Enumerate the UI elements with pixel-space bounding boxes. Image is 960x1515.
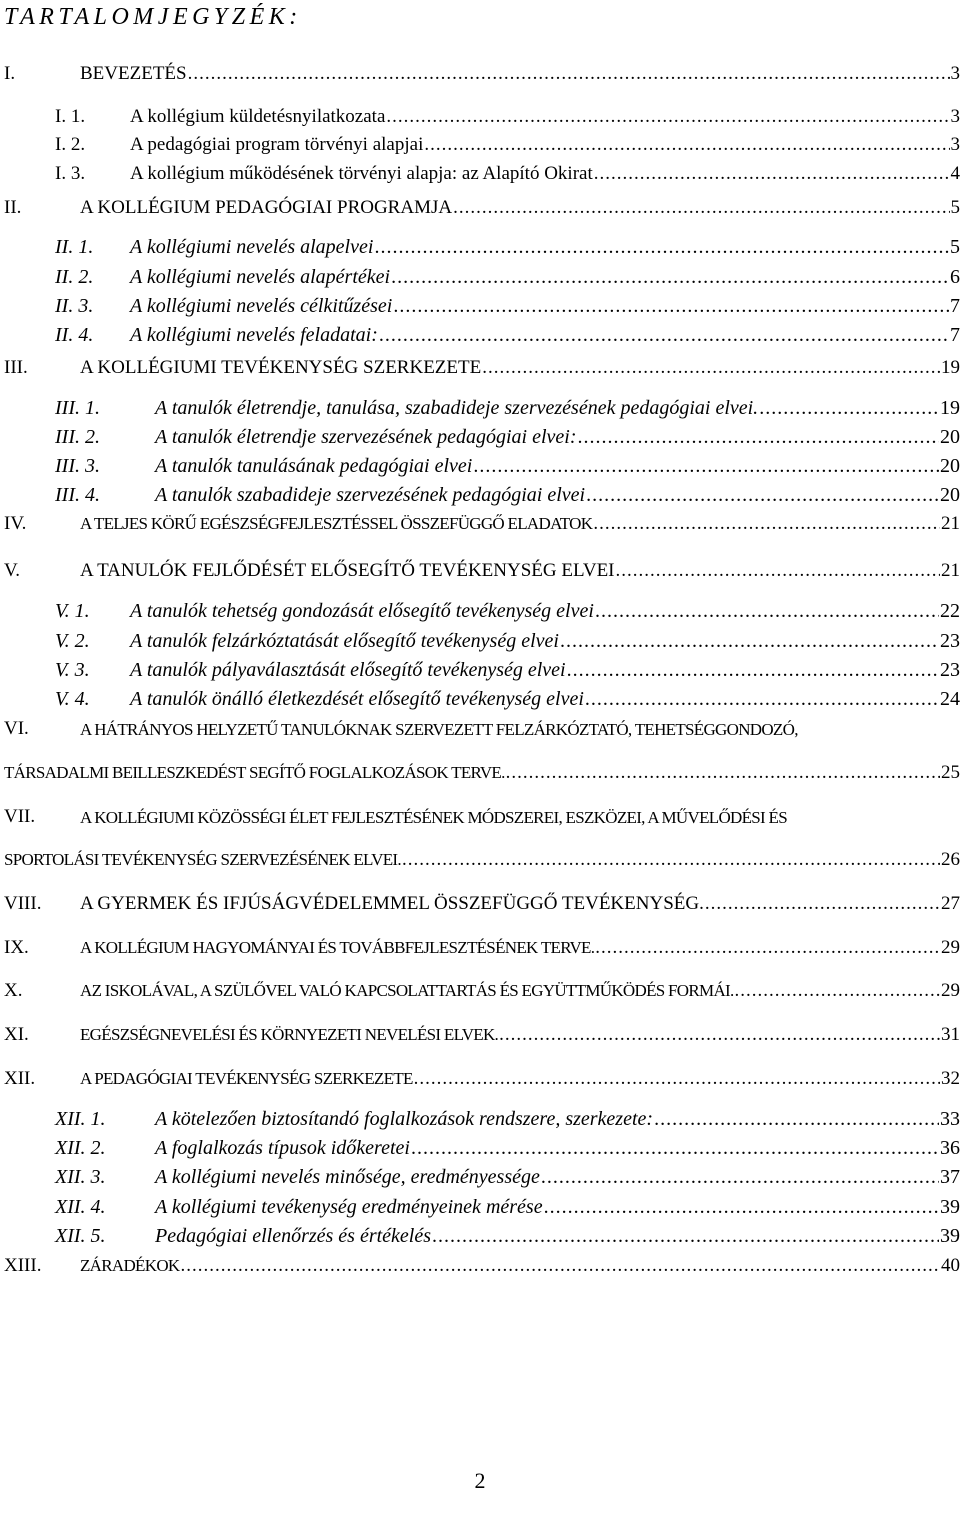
- toc-page-number: 3: [950, 63, 960, 84]
- dot-leader: [593, 513, 940, 535]
- toc-entry-title: A PEDAGÓGIAI TEVÉKENYSÉG SZERKEZETE: [80, 1069, 413, 1088]
- toc-entry-body: [80, 980, 960, 1002]
- toc-entry-title: A KOLLÉGIUMI TEVÉKENYSÉG SZERKEZETE: [80, 357, 482, 378]
- toc-entry-body: [80, 357, 960, 379]
- dot-leader: [654, 1108, 939, 1131]
- toc-entry-title: A tanulók tehetség gondozását elősegítő tevékenység elvei: [130, 600, 594, 622]
- dot-leader: [595, 600, 939, 623]
- toc-entry-body: [80, 197, 960, 219]
- dot-leader: [506, 762, 940, 784]
- dot-leader: [482, 357, 940, 379]
- toc-entry-body: [130, 134, 960, 156]
- toc-entry-number: II.: [4, 197, 22, 218]
- dot-leader: [567, 659, 939, 682]
- toc-entry-body: [130, 106, 960, 128]
- toc-entry-title: A tanulók pályaválasztását elősegítő tevékenység elvei: [130, 659, 566, 681]
- toc-entry-iii-4[interactable]: [0, 484, 960, 510]
- toc-entry-xii-5[interactable]: [0, 1225, 960, 1251]
- toc-entry-vii[interactable]: [0, 806, 960, 832]
- toc-page-number: 20: [940, 484, 960, 506]
- dot-leader: [578, 426, 939, 449]
- toc-entry-title: A tanulók életrendje, tanulása, szabadideje szervezésének pedagógiai elvei.: [155, 397, 759, 419]
- toc-entry-i-2[interactable]: [0, 134, 960, 160]
- toc-entry-body: [155, 1225, 960, 1248]
- toc-entry-body: [130, 630, 960, 653]
- toc-entry-body: [80, 1068, 960, 1090]
- dot-leader: [391, 266, 949, 289]
- toc-entry-title-cont: TÁRSADALMI BEILLESZKEDÉST SEGÍTŐ FOGLALKOZÁSOK TERVE.: [4, 763, 505, 782]
- toc-entry-body: [155, 484, 960, 507]
- toc-entry-number: V. 4.: [55, 688, 90, 710]
- toc-entry-ii[interactable]: [0, 197, 960, 223]
- dot-leader: [616, 560, 941, 582]
- toc-entry-title: A KOLLÉGIUM HAGYOMÁNYAI ÉS TOVÁBBFEJLESZTÉSÉNEK TERVE.: [80, 938, 595, 957]
- toc-entry-number: V. 1.: [55, 600, 90, 622]
- dot-leader: [541, 1166, 939, 1189]
- toc-entry-title: A kollégium működésének törvényi alapja: az Alapító Okirat: [130, 163, 593, 184]
- dot-leader: [759, 397, 939, 420]
- toc-entry-xi[interactable]: [0, 1024, 960, 1050]
- toc-entry-body: [130, 295, 960, 318]
- toc-entry-body: [130, 688, 960, 711]
- toc-entry-i[interactable]: [0, 63, 960, 89]
- toc-entry-ii-1[interactable]: [0, 236, 960, 262]
- toc-entry-number: III. 1.: [55, 397, 100, 419]
- toc-entry-title: A kollégiumi nevelés feladatai:: [130, 324, 378, 346]
- toc-page-number: 3: [950, 106, 960, 127]
- dot-leader: [594, 163, 950, 185]
- toc-entry-iv[interactable]: [0, 513, 960, 539]
- toc-entry-v-1[interactable]: [0, 600, 960, 626]
- toc-entry-number: IV.: [4, 513, 27, 534]
- toc-page-number: 21: [941, 560, 960, 581]
- toc-entry-title: A tanulók tanulásának pedagógiai elvei: [155, 455, 473, 477]
- toc-entry-ii-3[interactable]: [0, 295, 960, 321]
- toc-page-number: 23: [940, 630, 960, 652]
- toc-entry-number: I. 3.: [55, 163, 86, 184]
- dot-leader: [188, 63, 950, 85]
- toc-entry-number: V. 2.: [55, 630, 90, 652]
- toc-page-number: 40: [941, 1255, 960, 1276]
- toc-entry-vi-continuation[interactable]: [0, 762, 960, 788]
- toc-entry-xii-4[interactable]: [0, 1196, 960, 1222]
- toc-entry-v-4[interactable]: [0, 688, 960, 714]
- dot-leader: [735, 980, 940, 1002]
- dot-leader: [453, 197, 949, 219]
- toc-entry-body: [155, 1166, 960, 1189]
- toc-page-number: 4: [950, 163, 960, 184]
- toc-entry-body: [130, 600, 960, 623]
- toc-page-number: 37: [940, 1166, 960, 1188]
- toc-entry-title: Pedagógiai ellenőrzés és értékelés: [155, 1225, 432, 1247]
- toc-entry-number: III. 4.: [55, 484, 100, 506]
- toc-entry-v[interactable]: [0, 560, 960, 586]
- toc-entry-number: I. 2.: [55, 134, 86, 155]
- toc-entry-vi[interactable]: [0, 718, 960, 744]
- toc-entry-number: V. 3.: [55, 659, 90, 681]
- toc-entry-body: [80, 937, 960, 959]
- toc-entry-body: [155, 1196, 960, 1219]
- toc-page-number: 19: [940, 397, 960, 419]
- dot-leader: [586, 484, 939, 507]
- toc-entry-ii-2[interactable]: [0, 266, 960, 292]
- toc-page-number: 22: [940, 600, 960, 622]
- toc-page-number: 3: [950, 134, 960, 155]
- toc-entry-title: A tanulók felzárkóztatását elősegítő tevékenység elvei: [130, 630, 559, 652]
- toc-entry-number: III. 3.: [55, 455, 100, 477]
- toc-entry-number: IX.: [4, 937, 29, 958]
- toc-entry-title: BEVEZETÉS: [80, 63, 187, 84]
- dot-leader: [432, 1225, 939, 1248]
- toc-entry-number: III. 2.: [55, 426, 100, 448]
- dot-leader: [473, 455, 939, 478]
- dot-leader: [386, 106, 949, 128]
- dot-leader: [393, 295, 949, 318]
- toc-page-number: 27: [941, 893, 960, 914]
- toc-entry-title-cont: SPORTOLÁSI TEVÉKENYSÉG SZERVEZÉSÉNEK ELVEI.: [4, 850, 401, 869]
- toc-entry-number: XII. 3.: [55, 1166, 106, 1188]
- toc-entry-title: A GYERMEK ÉS IFJÚSÁGVÉDELEMMEL ÖSSZEFÜGGŐ TEVÉKENYSÉG.: [80, 893, 704, 914]
- toc-page-number: 5: [950, 197, 960, 218]
- toc-page-number: 29: [941, 980, 960, 1001]
- toc-entry-body: [4, 762, 960, 784]
- toc-entry-body: [80, 513, 960, 535]
- dot-leader: [379, 324, 949, 347]
- toc-entry-number: XII. 5.: [55, 1225, 106, 1247]
- dot-leader: [544, 1196, 939, 1219]
- dot-leader: [705, 893, 940, 915]
- toc-page-number: 36: [940, 1137, 960, 1159]
- toc-entry-title: A kötelezően biztosítandó foglalkozások rendszere, szerkezete:: [155, 1108, 654, 1130]
- dot-leader: [424, 134, 949, 156]
- toc-entry-iii-3[interactable]: [0, 455, 960, 481]
- toc-entry-iii-1[interactable]: [0, 397, 960, 423]
- toc-entry-xii-3[interactable]: [0, 1166, 960, 1192]
- toc-entry-body: [130, 324, 960, 347]
- dot-leader: [411, 1137, 939, 1160]
- toc-entry-title: ZÁRADÉKOK: [80, 1256, 180, 1275]
- toc-entry-v-2[interactable]: [0, 630, 960, 656]
- toc-page-number: 7: [950, 324, 960, 346]
- toc-entry-i-1[interactable]: [0, 106, 960, 132]
- toc-entry-title: A KOLLÉGIUMI KÖZÖSSÉGI ÉLET FEJLESZTÉSÉNEK MÓDSZEREI, ESZKÖZEI, A MŰVELŐDÉSI ÉS: [80, 808, 787, 827]
- toc-page-number: 31: [941, 1024, 960, 1045]
- toc-entry-title: A kollégium küldetésnyilatkozata: [130, 106, 386, 127]
- toc-entry-number: VIII.: [4, 893, 42, 914]
- toc-entry-body: [155, 1137, 960, 1160]
- toc-entry-body: [4, 849, 960, 871]
- toc-entry-title: A TANULÓK FEJLŐDÉSÉT ELŐSEGÍTŐ TEVÉKENYSÉG ELVEI: [80, 560, 615, 581]
- toc-entry-number: XII. 4.: [55, 1196, 106, 1218]
- toc-page-number: 26: [941, 849, 960, 870]
- toc-page-number: 25: [941, 762, 960, 783]
- dot-leader: [499, 1024, 940, 1046]
- toc-entry-number: XIII.: [4, 1255, 42, 1276]
- toc-page-number: 6: [950, 266, 960, 288]
- toc-page-number: 32: [941, 1068, 960, 1089]
- toc-entry-body: [80, 63, 960, 85]
- page-number: 2: [474, 1468, 486, 1493]
- toc-entry-title: A kollégiumi nevelés célkitűzései: [130, 295, 393, 317]
- toc-page-number: 5: [950, 236, 960, 258]
- toc-page-number: 23: [940, 659, 960, 681]
- toc-page-number: 21: [941, 513, 960, 534]
- toc-entry-title: A kollégiumi tevékenység eredményeinek mérése: [155, 1196, 543, 1218]
- toc-page-number: 39: [940, 1196, 960, 1218]
- toc-entry-body: [155, 397, 960, 420]
- toc-entry-body: [80, 560, 960, 582]
- toc-entry-v-3[interactable]: [0, 659, 960, 685]
- toc-entry-number: I. 1.: [55, 106, 86, 127]
- toc-entry-ix[interactable]: [0, 937, 960, 963]
- toc-entry-title: A kollégiumi nevelés alapértékei: [130, 266, 391, 288]
- toc-entry-body: [155, 455, 960, 478]
- dot-leader: [414, 1068, 940, 1090]
- toc-entry-title: A pedagógiai program törvényi alapjai: [130, 134, 424, 155]
- toc-entry-xii[interactable]: [0, 1068, 960, 1094]
- dot-leader: [585, 688, 939, 711]
- toc-page-number: 29: [941, 937, 960, 958]
- toc-entry-number: XII.: [4, 1068, 36, 1089]
- toc-entry-number: XII. 1.: [55, 1108, 106, 1130]
- toc-entry-title: A TELJES KÖRŰ EGÉSZSÉGFEJLESZTÉSSEL ÖSSZEFÜGGŐ ELADATOK: [80, 514, 593, 533]
- dot-leader: [374, 236, 949, 259]
- toc-entry-number: XI.: [4, 1024, 29, 1045]
- toc-entry-number: II. 2.: [55, 266, 94, 288]
- toc-entry-ii-4[interactable]: [0, 324, 960, 350]
- toc-entry-viii[interactable]: [0, 893, 960, 919]
- toc-entry-title: A tanulók önálló életkezdését elősegítő tevékenység elvei: [130, 688, 584, 710]
- toc-entry-iii-2[interactable]: [0, 426, 960, 452]
- toc-entry-number: VII.: [4, 806, 36, 827]
- toc-entry-number: II. 3.: [55, 295, 94, 317]
- toc-entry-number: II. 4.: [55, 324, 94, 346]
- toc-entry-body: [130, 163, 960, 185]
- toc-entry-title: EGÉSZSÉGNEVELÉSI ÉS KÖRNYEZETI NEVELÉSI ELVEK.: [80, 1025, 499, 1044]
- toc-entry-title: A KOLLÉGIUM PEDAGÓGIAI PROGRAMJA: [80, 197, 453, 218]
- toc-page-number: 7: [950, 295, 960, 317]
- toc-entry-number: V.: [4, 560, 21, 581]
- toc-page-number: 24: [940, 688, 960, 710]
- dot-leader: [402, 849, 940, 871]
- toc-entry-xiii[interactable]: [0, 1255, 960, 1281]
- toc-entry-body: [80, 1024, 960, 1046]
- toc-entry-x[interactable]: [0, 980, 960, 1006]
- toc-page-number: 33: [940, 1108, 960, 1130]
- toc-entry-number: VI.: [4, 718, 29, 739]
- toc-entry-body: [130, 266, 960, 289]
- toc-page-number: 39: [940, 1225, 960, 1247]
- toc-entry-iii[interactable]: [0, 357, 960, 383]
- toc-page-number: 20: [940, 426, 960, 448]
- toc-entry-title: A kollégiumi nevelés minősége, eredményessége: [155, 1166, 540, 1188]
- toc-entry-body: [80, 893, 960, 915]
- toc-entry-xii-1[interactable]: [0, 1108, 960, 1134]
- toc-entry-number: III.: [4, 357, 28, 378]
- toc-entry-number: XII. 2.: [55, 1137, 106, 1159]
- toc-entry-xii-2[interactable]: [0, 1137, 960, 1163]
- dot-leader: [595, 937, 940, 959]
- toc-entry-title: A kollégiumi nevelés alapelvei: [130, 236, 374, 258]
- toc-entry-body: [155, 1108, 960, 1131]
- toc-entry-title: AZ ISKOLÁVAL, A SZÜLŐVEL VALÓ KAPCSOLATTARTÁS ÉS EGYÜTTMŰKÖDÉS FORMÁI.: [80, 981, 734, 1000]
- toc-entry-body: [130, 659, 960, 682]
- toc-entry-title: A HÁTRÁNYOS HELYZETŰ TANULÓKNAK SZERVEZETT FELZÁRKÓZTATÓ, TEHETSÉGGONDOZÓ,: [80, 720, 798, 739]
- toc-page-number: 19: [941, 357, 960, 378]
- toc-entry-number: X.: [4, 980, 23, 1001]
- toc-entry-number: II. 1.: [55, 236, 94, 258]
- toc-entry-body: [130, 236, 960, 259]
- toc-page-number: 20: [940, 455, 960, 477]
- toc-entry-number: I.: [4, 63, 16, 84]
- toc-entry-title: A tanulók életrendje szervezésének pedagógiai elvei:: [155, 426, 577, 448]
- toc-entry-vii-continuation[interactable]: [0, 849, 960, 875]
- toc-title: TARTALOMJEGYZÉK:: [4, 4, 302, 30]
- toc-entry-body: [80, 1255, 960, 1277]
- dot-leader: [560, 630, 939, 653]
- dot-leader: [180, 1255, 940, 1277]
- toc-entry-title: A foglalkozás típusok időkeretei: [155, 1137, 410, 1159]
- toc-entry-title: A tanulók szabadideje szervezésének pedagógiai elvei: [155, 484, 586, 506]
- toc-entry-i-3[interactable]: [0, 163, 960, 189]
- toc-entry-body: [155, 426, 960, 449]
